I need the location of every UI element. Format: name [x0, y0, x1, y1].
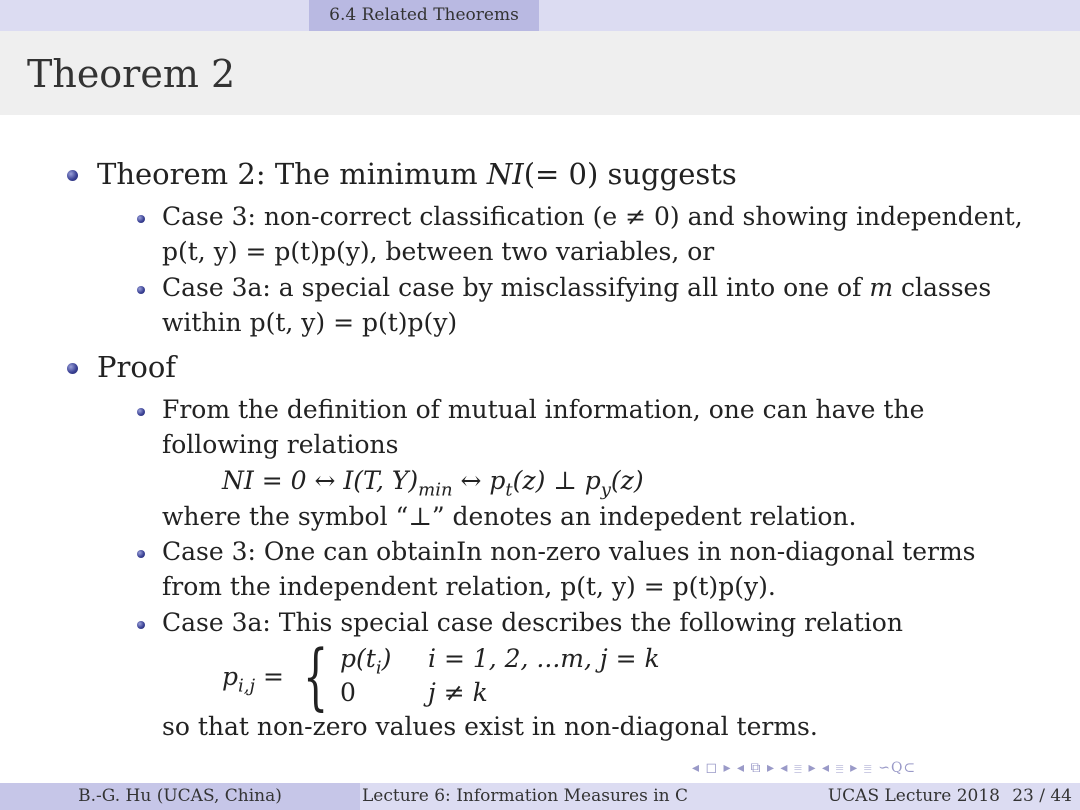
pw-val-end: )	[381, 644, 392, 673]
case3a-text-tail: classes	[893, 273, 992, 302]
math-ni: NI	[486, 157, 524, 191]
pw-sub: i	[375, 657, 382, 679]
sub-bullet-icon	[137, 408, 145, 416]
sub-bullet-icon	[137, 550, 145, 558]
bullet-theorem-2	[97, 157, 737, 191]
eq-sub: t	[505, 479, 513, 501]
bullet-proof: Proof	[97, 350, 177, 384]
eq-part: NI = 0 ↔ I(T, Y)	[222, 466, 419, 495]
header-bar	[0, 0, 1080, 31]
proof-case3-line1: Case 3: One can obtainIn non-zero values in non-diagonal terms	[162, 537, 976, 566]
pw-eq: =	[255, 662, 284, 691]
eq-sub: y	[600, 479, 611, 501]
bullet-text: Theorem 2: The minimum	[97, 157, 487, 191]
case3a-line1	[162, 273, 991, 303]
proof-line2: following relations	[162, 430, 399, 459]
case3-line1: Case 3: non-correct classification (e ≠ 0) and showing independent,	[162, 202, 1023, 231]
sub-bullet-icon	[137, 215, 145, 223]
case3-line2: p(t, y) = p(t)p(y), between two variables, or	[162, 237, 715, 266]
proof-case3-line2: from the independent relation, p(t, y) = p(t)p(y).	[162, 572, 776, 601]
sub-bullet-icon	[137, 621, 145, 629]
pw-lhs-sub: i,j	[238, 675, 256, 697]
eq-part: (z) ⊥ p	[512, 466, 601, 495]
eq-part: (z)	[610, 466, 644, 495]
footer-page-number: 23 / 44	[1012, 786, 1072, 806]
proof-line1: From the definition of mutual information, one can have the	[162, 395, 925, 424]
case3a-text: Case 3a: a special case by misclassifying all into one of	[162, 273, 870, 302]
section-tab[interactable]: 6.4 Related Theorems	[309, 0, 539, 31]
proof-line3: where the symbol “⊥” denotes an indepedent relation.	[162, 502, 857, 531]
eq-part: ↔ p	[452, 466, 506, 495]
piecewise-case2-cond: j ≠ k	[428, 678, 488, 707]
footer-lecture: Lecture 6: Information Measures in C	[360, 783, 722, 810]
proof-case3a-line1: Case 3a: This special case describes the following relation	[162, 608, 903, 637]
piecewise-case1-cond: i = 1, 2, ...m, j = k	[428, 644, 660, 673]
piecewise-lhs	[222, 662, 284, 701]
case3a-line2: within p(t, y) = p(t)p(y)	[162, 308, 458, 337]
beamer-navigation-icons[interactable]: ◂ ◻ ▸ ◂ ⧉ ▸ ◂ ≣ ▸ ◂ ≣ ▸ ≣ ∽Q⊂	[692, 760, 917, 776]
pw-val: p(t	[340, 644, 376, 673]
footer-venue: UCAS Lecture 2018	[827, 786, 1000, 806]
pw-lhs: p	[222, 662, 239, 691]
slide-title: Theorem 2	[27, 52, 236, 96]
sub-bullet-icon	[137, 286, 145, 294]
equation-ni	[222, 466, 644, 505]
brace-icon: {	[303, 634, 329, 718]
footer-author: B.-G. Hu (UCAS, China)	[0, 783, 360, 810]
piecewise-case2-value: 0	[340, 678, 356, 707]
bullet-text-tail: (= 0) suggests	[523, 157, 737, 191]
math-m: m	[869, 273, 894, 302]
footer-bar	[0, 783, 1080, 810]
proof-case3a-line2: so that non-zero values exist in non-diagonal terms.	[162, 712, 818, 741]
bullet-icon	[67, 170, 78, 181]
eq-sub: min	[418, 479, 453, 501]
bullet-icon	[67, 363, 78, 374]
